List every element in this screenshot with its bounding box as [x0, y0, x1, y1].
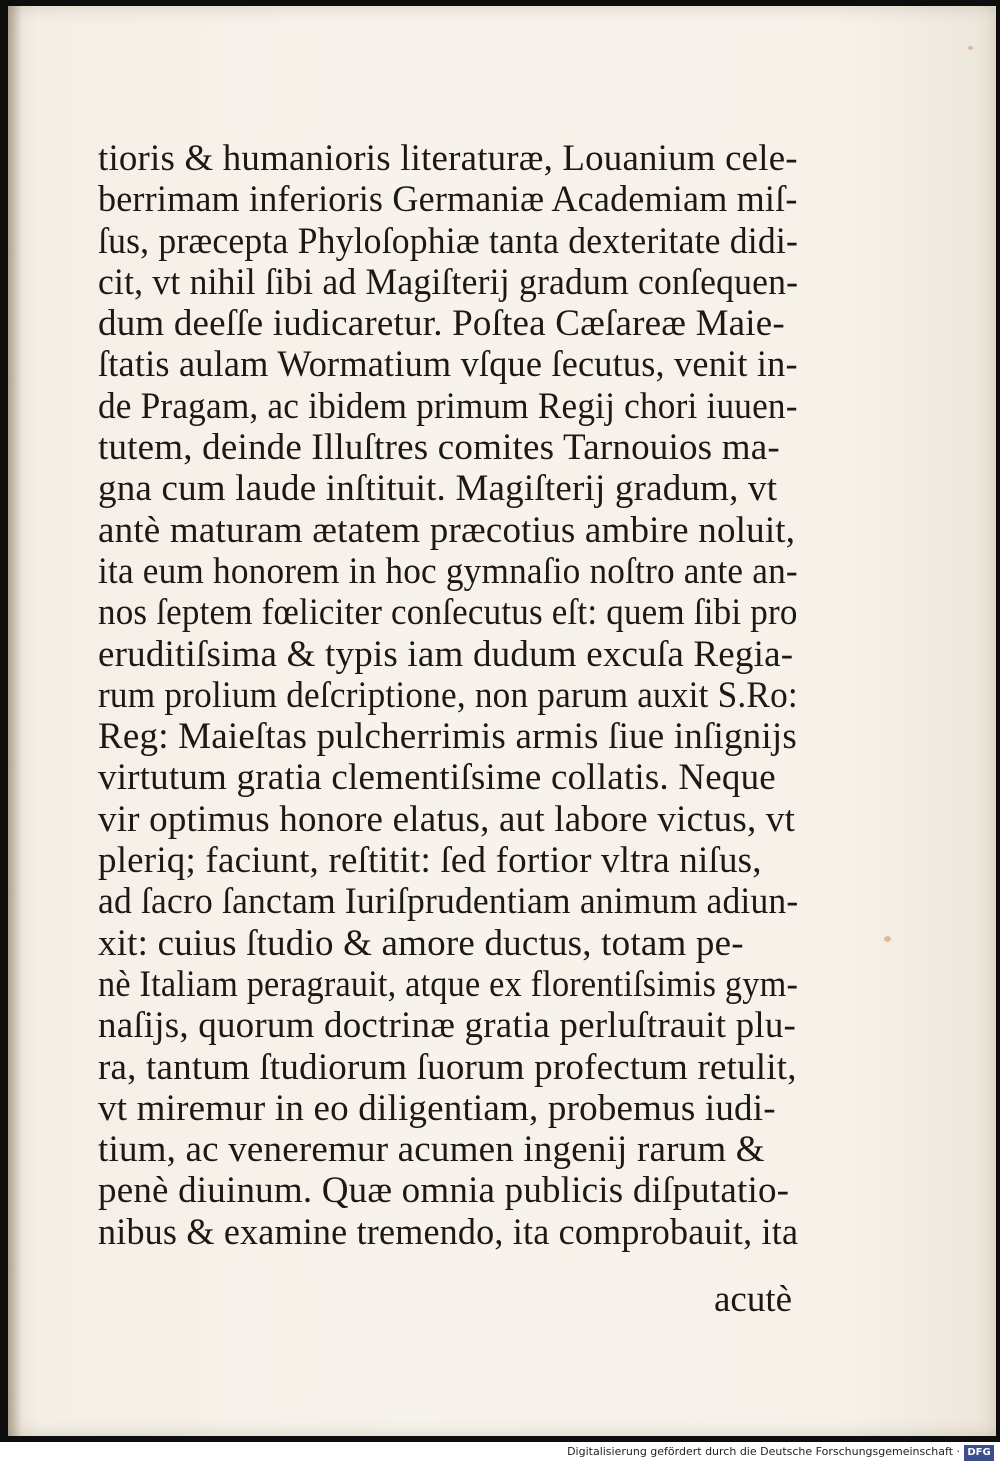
- text-line: tium, ac veneremur acumen ingenij rarum &: [98, 1129, 765, 1171]
- text-line: virtutum gratia clementiſsime collatis. Neque: [98, 757, 776, 799]
- text-line: antè maturam ætatem præcotius ambire noluit,: [98, 509, 796, 551]
- text-line: naſijs, quorum doctrinæ gratia perluſtrauit plu-: [98, 1005, 797, 1047]
- text-line: pleriq; faciunt, reſtitit: ſed fortior vltra niſus,: [98, 840, 762, 882]
- text-line: ad ſacro ſanctam Iuriſprudentiam animum adiun-: [98, 881, 799, 923]
- text-line: ſtatis aulam Wormatium vſque ſecutus, venit in-: [98, 344, 798, 386]
- text-line: berrimam inferioris Germaniæ Academiam miſ-: [98, 179, 798, 221]
- text-line: ita eum honorem in hoc gymnaſio noſtro ante an-: [98, 550, 798, 592]
- text-line: xit: cuius ſtudio & amore ductus, totam pe-: [98, 922, 744, 964]
- text-line: de Pragam, ac ibidem primum Regij chori iuuen-: [98, 385, 798, 427]
- digitization-footer: [0, 1442, 1000, 1466]
- body-text: [98, 138, 798, 1253]
- text-line: cit, vt nihil ſibi ad Magiſterij gradum conſequen-: [98, 261, 799, 303]
- text-line: ſus, præcepta Phyloſophiæ tanta dexteritate didi-: [98, 220, 799, 262]
- text-line: eruditiſsima & typis iam dudum excuſa Regia-: [98, 633, 794, 675]
- funding-credit: Digitalisierung gefördert durch die Deutsche Forschungsgemeinschaft ·: [567, 1445, 960, 1458]
- text-line: rum prolium deſcriptione, non parum auxit S.Ro:: [98, 674, 798, 716]
- dfg-logo-icon[interactable]: DFG: [964, 1445, 994, 1461]
- stain-spot: [884, 936, 891, 942]
- text-line: tutem, deinde Illuſtres comites Tarnouios ma-: [98, 427, 780, 469]
- text-line: gna cum laude inſtituit. Magiſterij gradum, vt: [98, 468, 778, 510]
- text-line: Reg: Maieſtas pulcherrimis armis ſiue inſignijs: [98, 716, 797, 758]
- text-line: nibus & examine tremendo, ita comprobauit, ita: [98, 1211, 799, 1253]
- text-line: ra, tantum ſtudiorum ſuorum profectum retulit,: [98, 1046, 797, 1088]
- page-binding-shadow: [8, 6, 22, 1436]
- text-line: nos ſeptem fœliciter conſecutus eſt: quem ſibi pro: [98, 592, 798, 634]
- stain-spot: [968, 46, 973, 50]
- catchword: acutè: [714, 1279, 793, 1320]
- text-line: dum deeſſe iudicaretur. Poſtea Cæſareæ Maie-: [98, 303, 785, 345]
- text-line: vir optimus honore elatus, aut labore victus, vt: [98, 798, 796, 840]
- text-line: vt miremur in eo diligentiam, probemus iudi-: [98, 1087, 776, 1129]
- text-line: penè diuinum. Quæ omnia publicis diſputatio-: [98, 1170, 790, 1212]
- text-line: tioris & humanioris literaturæ, Louanium cele-: [98, 138, 798, 179]
- text-line: nè Italiam peragrauit, atque ex florentiſsimis gym-: [98, 963, 799, 1005]
